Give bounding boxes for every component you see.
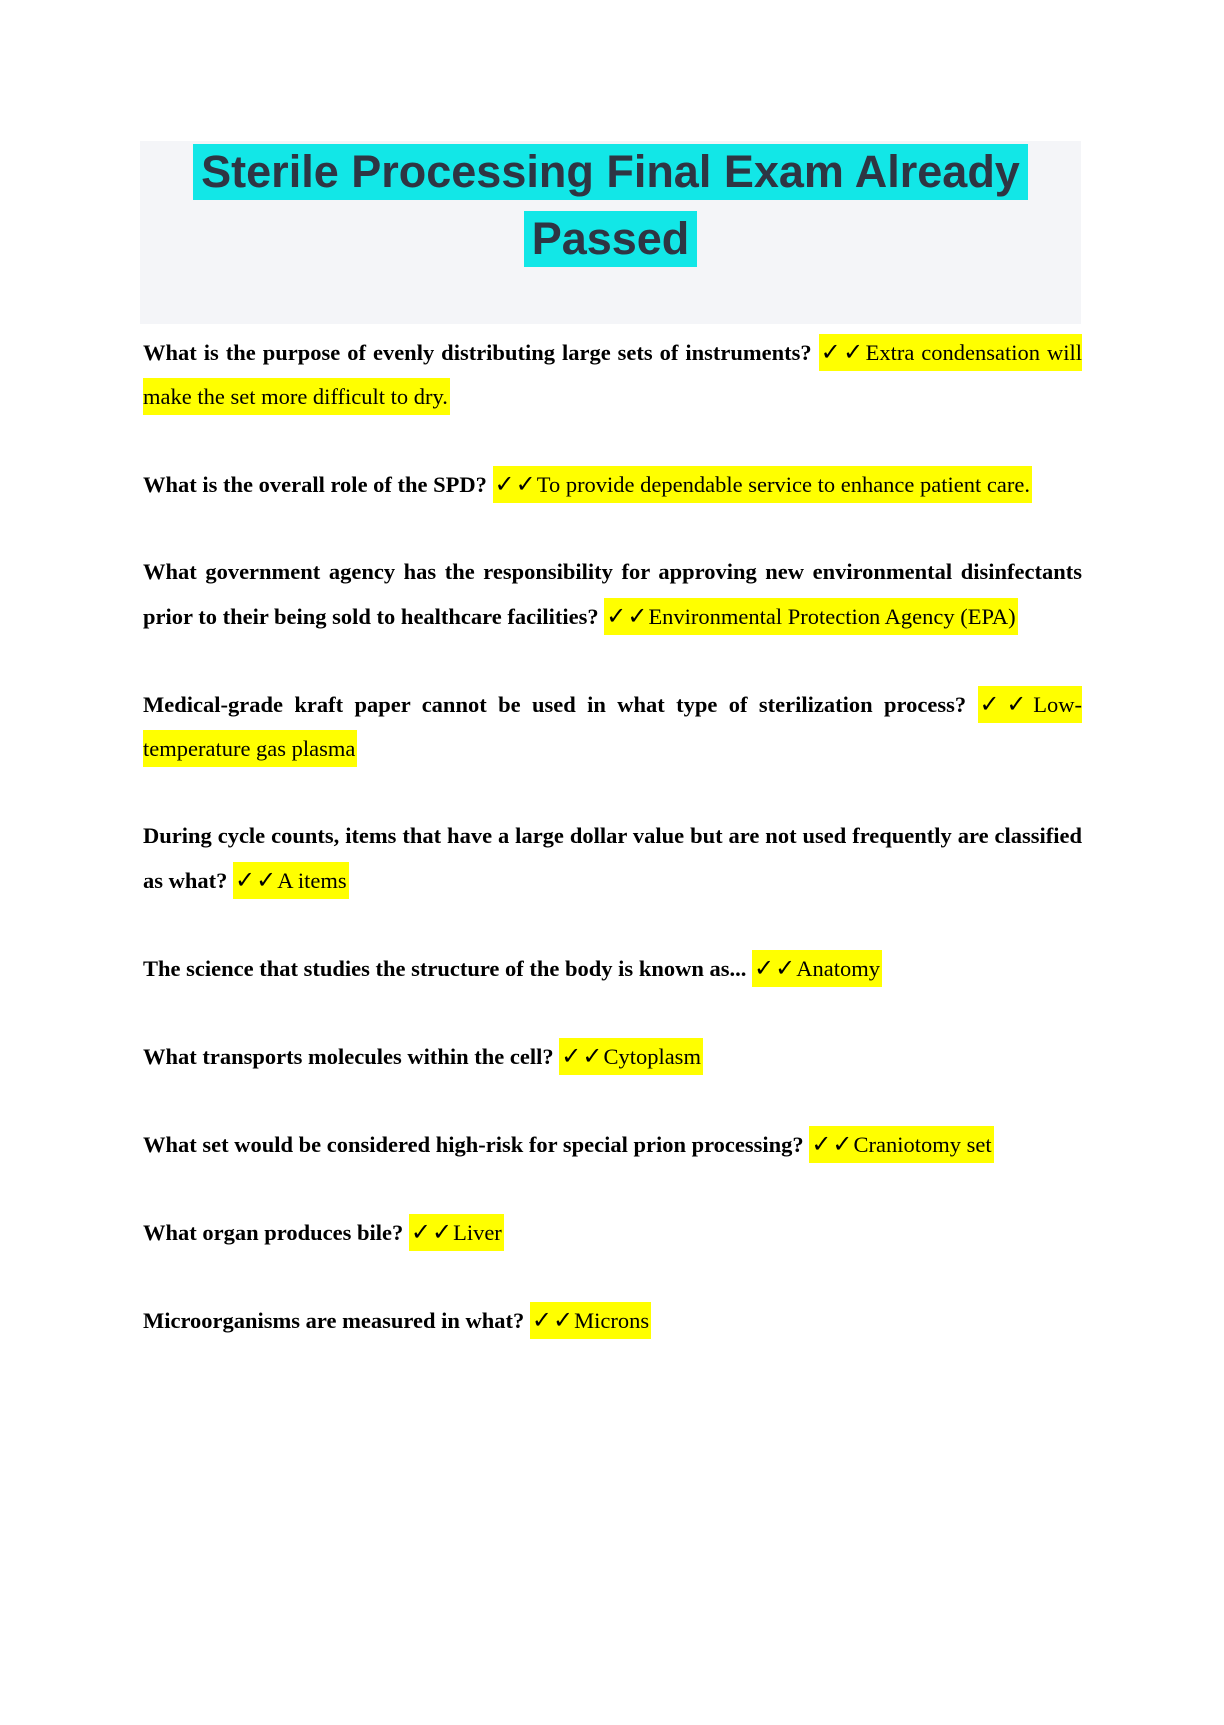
title-header-block	[140, 141, 1081, 324]
double-checkmark-icon: ✓✓	[531, 1306, 575, 1334]
page-title-continued: Passed	[524, 211, 698, 267]
qa-item	[143, 1034, 1082, 1079]
qa-item	[143, 550, 1082, 639]
question-text: What organ produces bile?	[143, 1220, 404, 1245]
question-text: What is the purpose of evenly distributing large sets of instruments?	[143, 340, 812, 365]
double-checkmark-icon: ✓✓	[753, 954, 797, 982]
double-checkmark-icon: ✓✓	[811, 1130, 854, 1158]
double-checkmark-icon: ✓✓	[494, 470, 537, 498]
answer-text: Microns	[574, 1308, 650, 1333]
double-checkmark-icon: ✓✓	[410, 1218, 454, 1246]
qa-item	[143, 1298, 1082, 1343]
qa-item	[143, 462, 1082, 507]
question-text: What set would be considered high-risk for special prion processing?	[143, 1132, 804, 1157]
answer-text: To provide dependable service to enhance patient care.	[536, 472, 1030, 497]
double-checkmark-icon: ✓✓	[235, 866, 278, 894]
answer-highlight	[409, 1214, 504, 1251]
question-text: During cycle counts, items that have a large dollar value but are not used frequently are classified as what?	[143, 823, 1082, 893]
qa-item	[143, 1210, 1082, 1255]
double-checkmark-icon: ✓✓	[820, 338, 866, 366]
title-line-2	[140, 211, 1081, 278]
document-page	[0, 141, 1224, 1725]
question-text: Microorganisms are measured in what?	[143, 1308, 525, 1333]
answer-text: Anatomy	[796, 956, 880, 981]
qa-item	[143, 814, 1082, 903]
double-checkmark-icon: ✓✓	[979, 690, 1034, 718]
page-title: Sterile Processing Final Exam Already	[193, 144, 1028, 200]
answer-text: Low-temperature gas plasma	[143, 692, 1083, 761]
answer-text: Extra condensation will make the set more difficult to dry.	[143, 340, 1083, 409]
answer-highlight	[493, 466, 1032, 503]
answer-highlight	[809, 1126, 993, 1163]
title-line-1	[140, 144, 1081, 211]
answer-text: Liver	[453, 1220, 502, 1245]
answer-text: Cytoplasm	[603, 1044, 701, 1069]
double-checkmark-icon: ✓✓	[561, 1042, 604, 1070]
answer-text: A items	[277, 868, 347, 893]
qa-content	[143, 330, 1082, 1343]
question-text: What government agency has the responsibility for approving new environmental disinfectants prior to their being sold to healthcare facilities?	[143, 559, 1082, 629]
double-checkmark-icon: ✓✓	[606, 602, 649, 630]
qa-item	[143, 946, 1082, 991]
answer-text: Environmental Protection Agency (EPA)	[648, 604, 1016, 629]
answer-highlight	[530, 1302, 651, 1339]
answer-highlight	[604, 598, 1017, 635]
qa-item	[143, 682, 1082, 771]
question-text: The science that studies the structure of the body is known as...	[143, 956, 747, 981]
question-text: Medical-grade kraft paper cannot be used in what type of sterilization process?	[143, 692, 967, 717]
question-text: What is the overall role of the SPD?	[143, 472, 487, 497]
qa-item	[143, 330, 1082, 419]
answer-highlight	[233, 862, 349, 899]
answer-highlight	[559, 1038, 703, 1075]
answer-text: Craniotomy set	[853, 1132, 992, 1157]
answer-highlight	[752, 950, 882, 987]
qa-item	[143, 1122, 1082, 1167]
question-text: What transports molecules within the cell?	[143, 1044, 554, 1069]
